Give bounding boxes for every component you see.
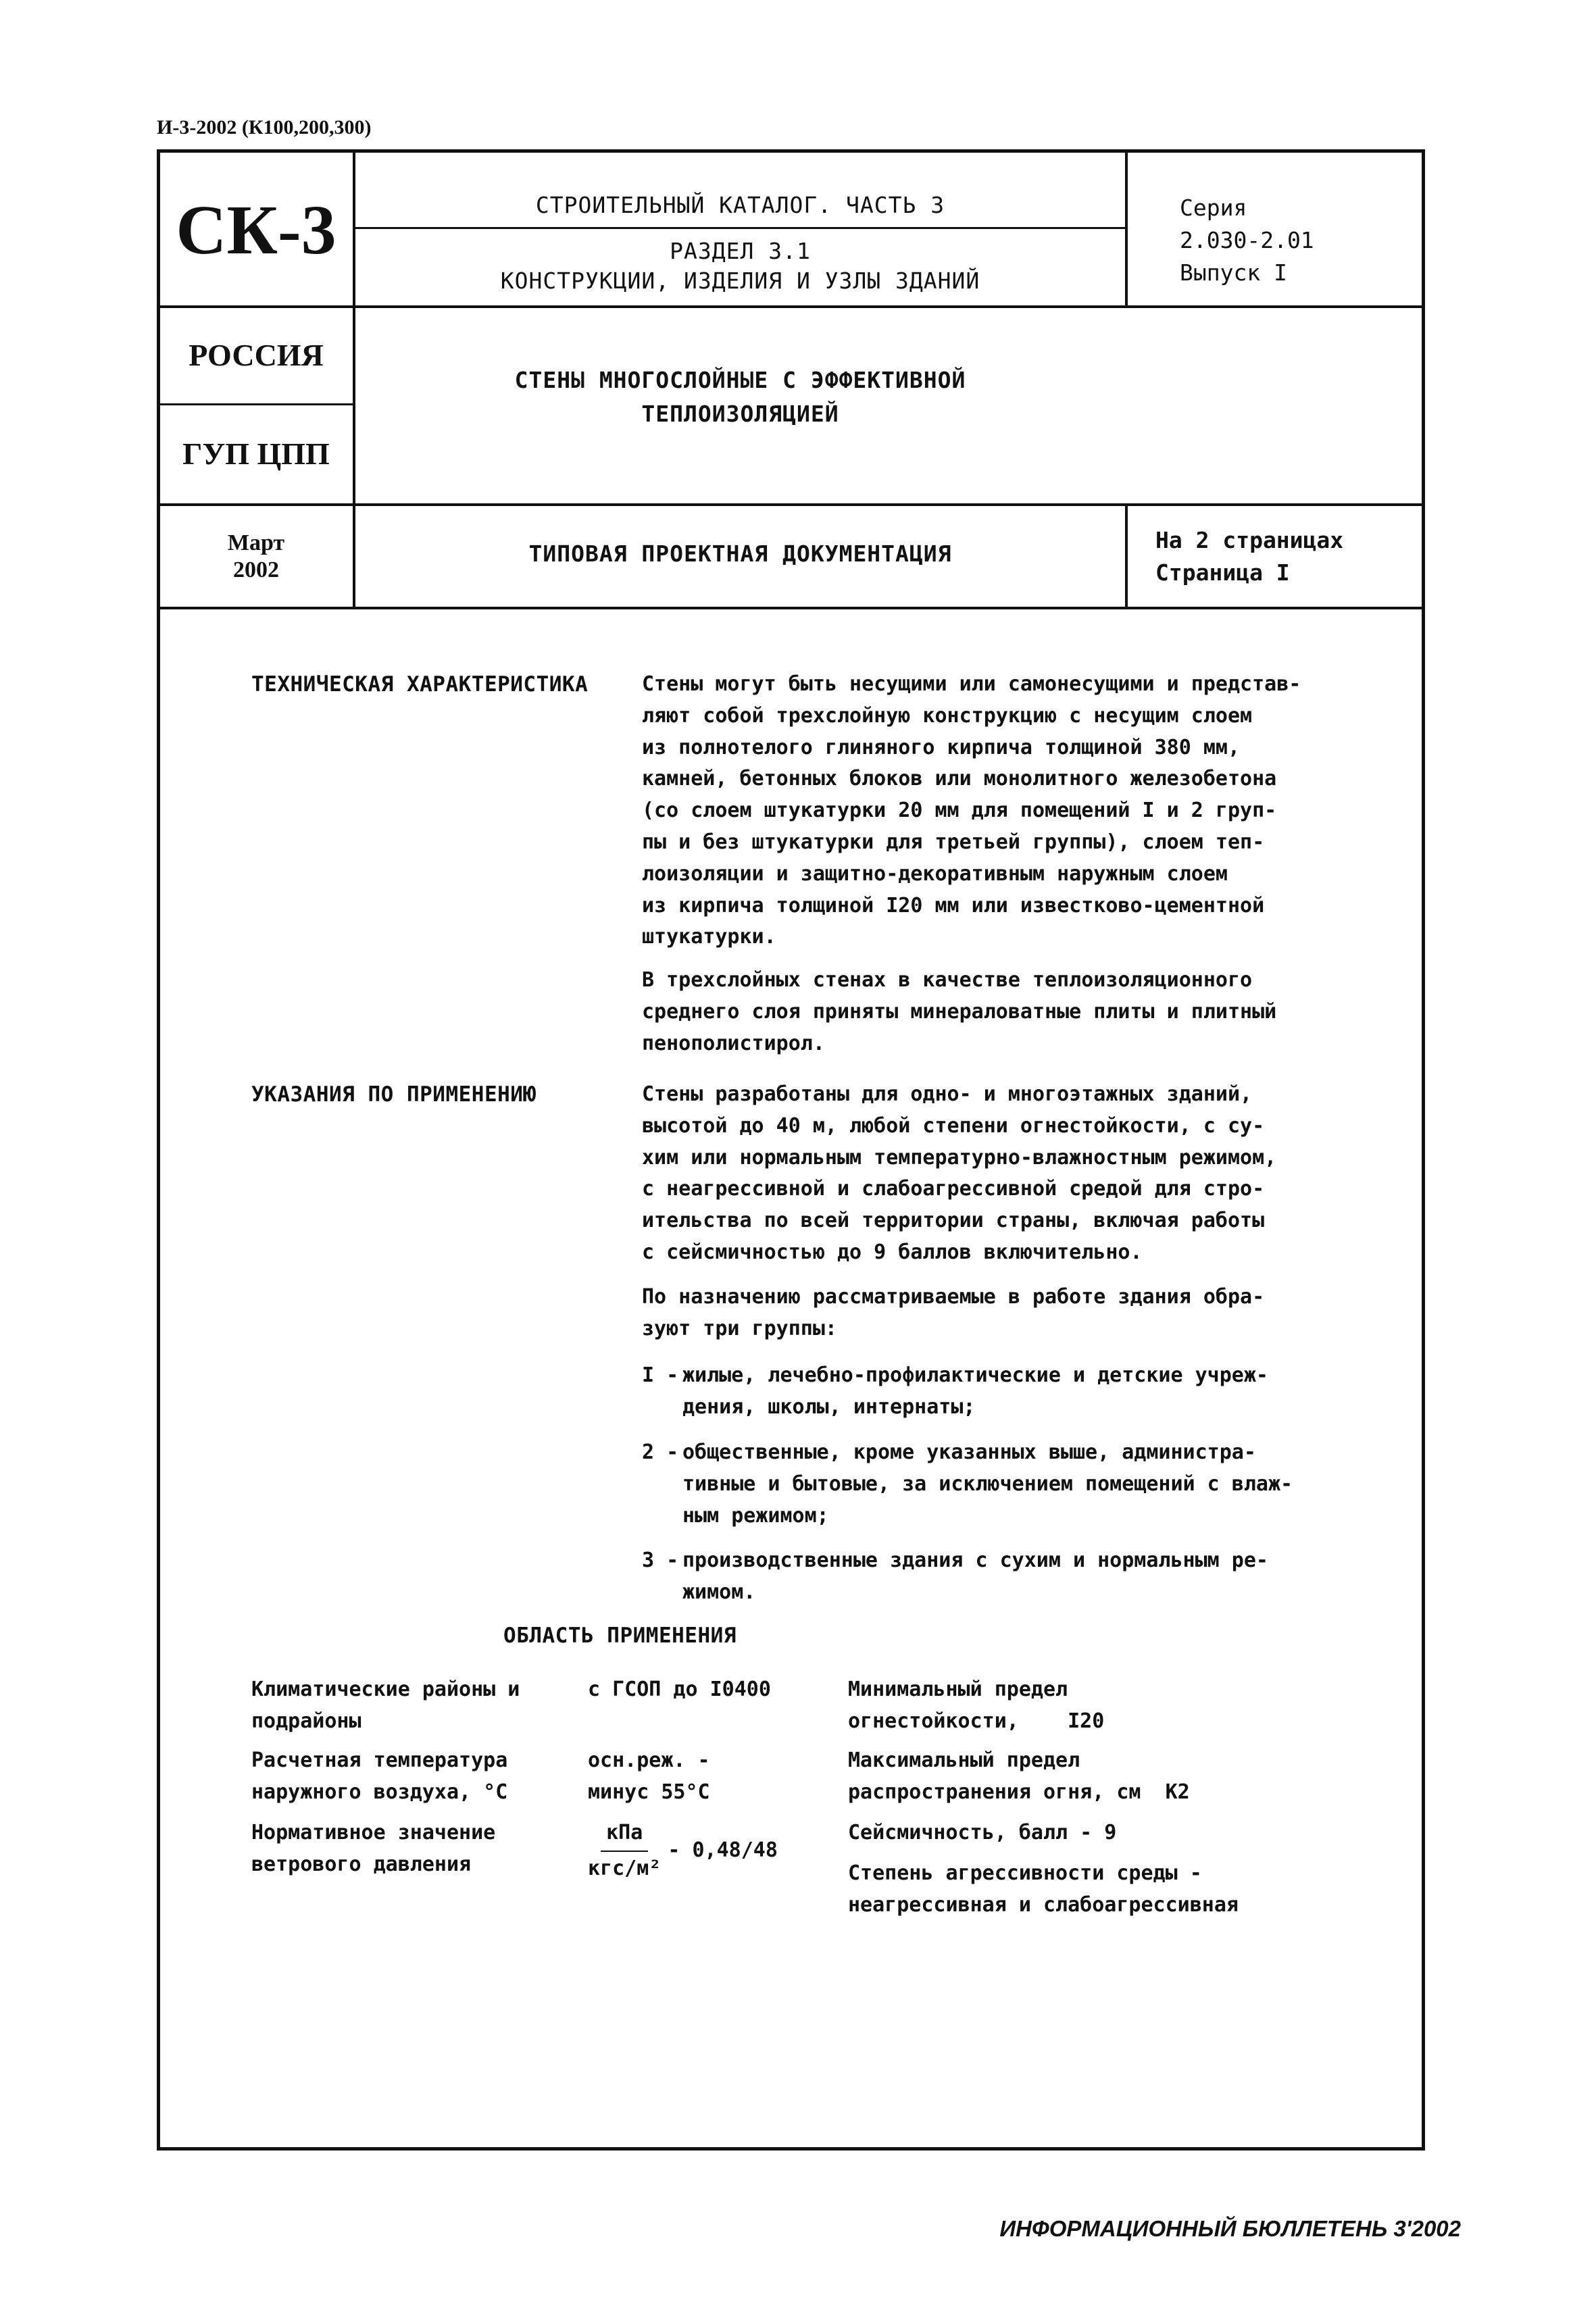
- series-block: [1180, 192, 1314, 289]
- catalog-logo: СК-3: [176, 191, 336, 269]
- month: Март: [227, 530, 285, 556]
- wind-label: Нормативное значение ветрового давления: [251, 1821, 496, 1876]
- year: 2002: [232, 557, 279, 582]
- temperature-label: Расчетная температура наружного воздуха, °С: [251, 1749, 508, 1804]
- usage-label: УКАЗАНИЯ ПО ПРИМЕНЕНИЮ: [251, 1082, 537, 1107]
- document-title: [355, 363, 1125, 430]
- tech-paragraph-1: Стены могут быть несущими или самонесущими и представ- ляют собой трехслойную конструкцию с несущим слоем из полнотелого глиняного кирпича толщиной 380 мм, камней, бетонных блоков или монолитного железобетона (со слоем штукатурки 20 мм для помещений I и 2 груп- пы и без штукатурки для третьей группы), слоем теп- лоизоляции и защитно-декоративным наружным слоем из кирпича толщиной I20 мм или известково-цементной штукатурки.: [642, 672, 1301, 949]
- document-title-line2: ТЕПЛОИЗОЛЯЦИЕЙ: [641, 400, 839, 427]
- group-item-3: 3 - производственные здания с сухим и нормальным ре- жимом.: [642, 1549, 1268, 1604]
- pages-block: [1155, 524, 1343, 589]
- series-label: Серия: [1180, 195, 1247, 221]
- seismicity: Сейсмичность, балл - 9: [848, 1821, 1117, 1844]
- group-item-2: 2 - общественные, кроме указанных выше, администра- тивные и бытовые, за исключением помещений с влаж- ным режимом;: [642, 1440, 1293, 1528]
- catalog-title: СТРОИТЕЛЬНЫЙ КАТАЛОГ. ЧАСТЬ 3: [535, 192, 945, 218]
- header-vline-right-lower: [1125, 503, 1128, 609]
- wind-unit-numerator: кПа: [601, 1817, 648, 1852]
- document-title-line1: СТЕНЫ МНОГОСЛОЙНЫЕ С ЭФФЕКТИВНОЙ: [514, 367, 966, 393]
- group-item-1: I - жилые, лечебно-профилактические и детские учреж- дения, школы, интернаты;: [642, 1363, 1268, 1419]
- section-title: КОНСТРУКЦИИ, ИЗДЕЛИЯ И УЗЛЫ ЗДАНИЙ: [500, 268, 980, 294]
- frame-border-bottom: [157, 2147, 1425, 2150]
- page-current: Страница I: [1155, 559, 1290, 586]
- climate-label: Климатические районы и подрайоны: [251, 1678, 520, 1733]
- usage-paragraph-1: Стены разработаны для одно- и многоэтажных зданий, высотой до 40 м, любой степени огнестойкости, с су- хим или нормальным температурно-влажностным режимом, с неагрессивной и слабоагрессивной средой для стро- ительства по всей территории страны, включая работы с сейсмичностью до 9 баллов включительно.: [642, 1082, 1277, 1264]
- catalog-underline: [353, 227, 1128, 229]
- document-code: И-3-2002 (К100,200,300): [157, 116, 372, 139]
- usage-paragraph-2: По назначению рассматриваемые в работе здания обра- зуют три группы:: [642, 1285, 1265, 1340]
- wind-unit-denominator: кгс/м²: [588, 1856, 662, 1880]
- tech-paragraph-2: В трехслойных стенах в качестве теплоизоляционного среднего слоя приняты минераловатные плиты и плитный пенополистирол.: [642, 968, 1277, 1055]
- section-number: РАЗДЕЛ 3.1: [670, 238, 811, 264]
- series-number: 2.030-2.01: [1180, 226, 1314, 253]
- fire-resistance-limit: Минимальный предел огнестойкости, I20: [848, 1678, 1105, 1733]
- wind-value: [588, 1817, 778, 1885]
- climate-value: с ГСОП до I0400: [588, 1678, 771, 1701]
- date-cell: [158, 506, 354, 607]
- document-type: ТИПОВАЯ ПРОЕКТНАЯ ДОКУМЕНТАЦИЯ: [528, 540, 952, 567]
- scope-title: ОБЛАСТЬ ПРИМЕНЕНИЯ: [503, 1624, 737, 1648]
- wind-units-fraction: [588, 1817, 661, 1885]
- temperature-value: осн.реж. - минус 55°С: [588, 1749, 710, 1804]
- publisher: ГУП ЦПП: [182, 436, 330, 472]
- country: РОССИЯ: [189, 338, 324, 373]
- wind-pressure-value: - 0,48/48: [668, 1838, 778, 1863]
- issue-number: Выпуск I: [1180, 259, 1287, 286]
- header-divider-3: [157, 607, 1425, 609]
- pages-total: На 2 страницах: [1155, 527, 1344, 553]
- frame-border-right: [1422, 149, 1425, 2150]
- aggressiveness: Степень агрессивности среды - неагрессивная и слабоагрессивная: [848, 1861, 1239, 1917]
- bulletin-footer: ИНФОРМАЦИОННЫЙ БЮЛЛЕТЕНЬ 3'2002: [999, 2216, 1461, 2241]
- tech-label: ТЕХНИЧЕСКАЯ ХАРАКТЕРИСТИКА: [251, 672, 589, 697]
- fire-spread-limit: Максимальный предел распространения огня, см К2: [848, 1749, 1190, 1804]
